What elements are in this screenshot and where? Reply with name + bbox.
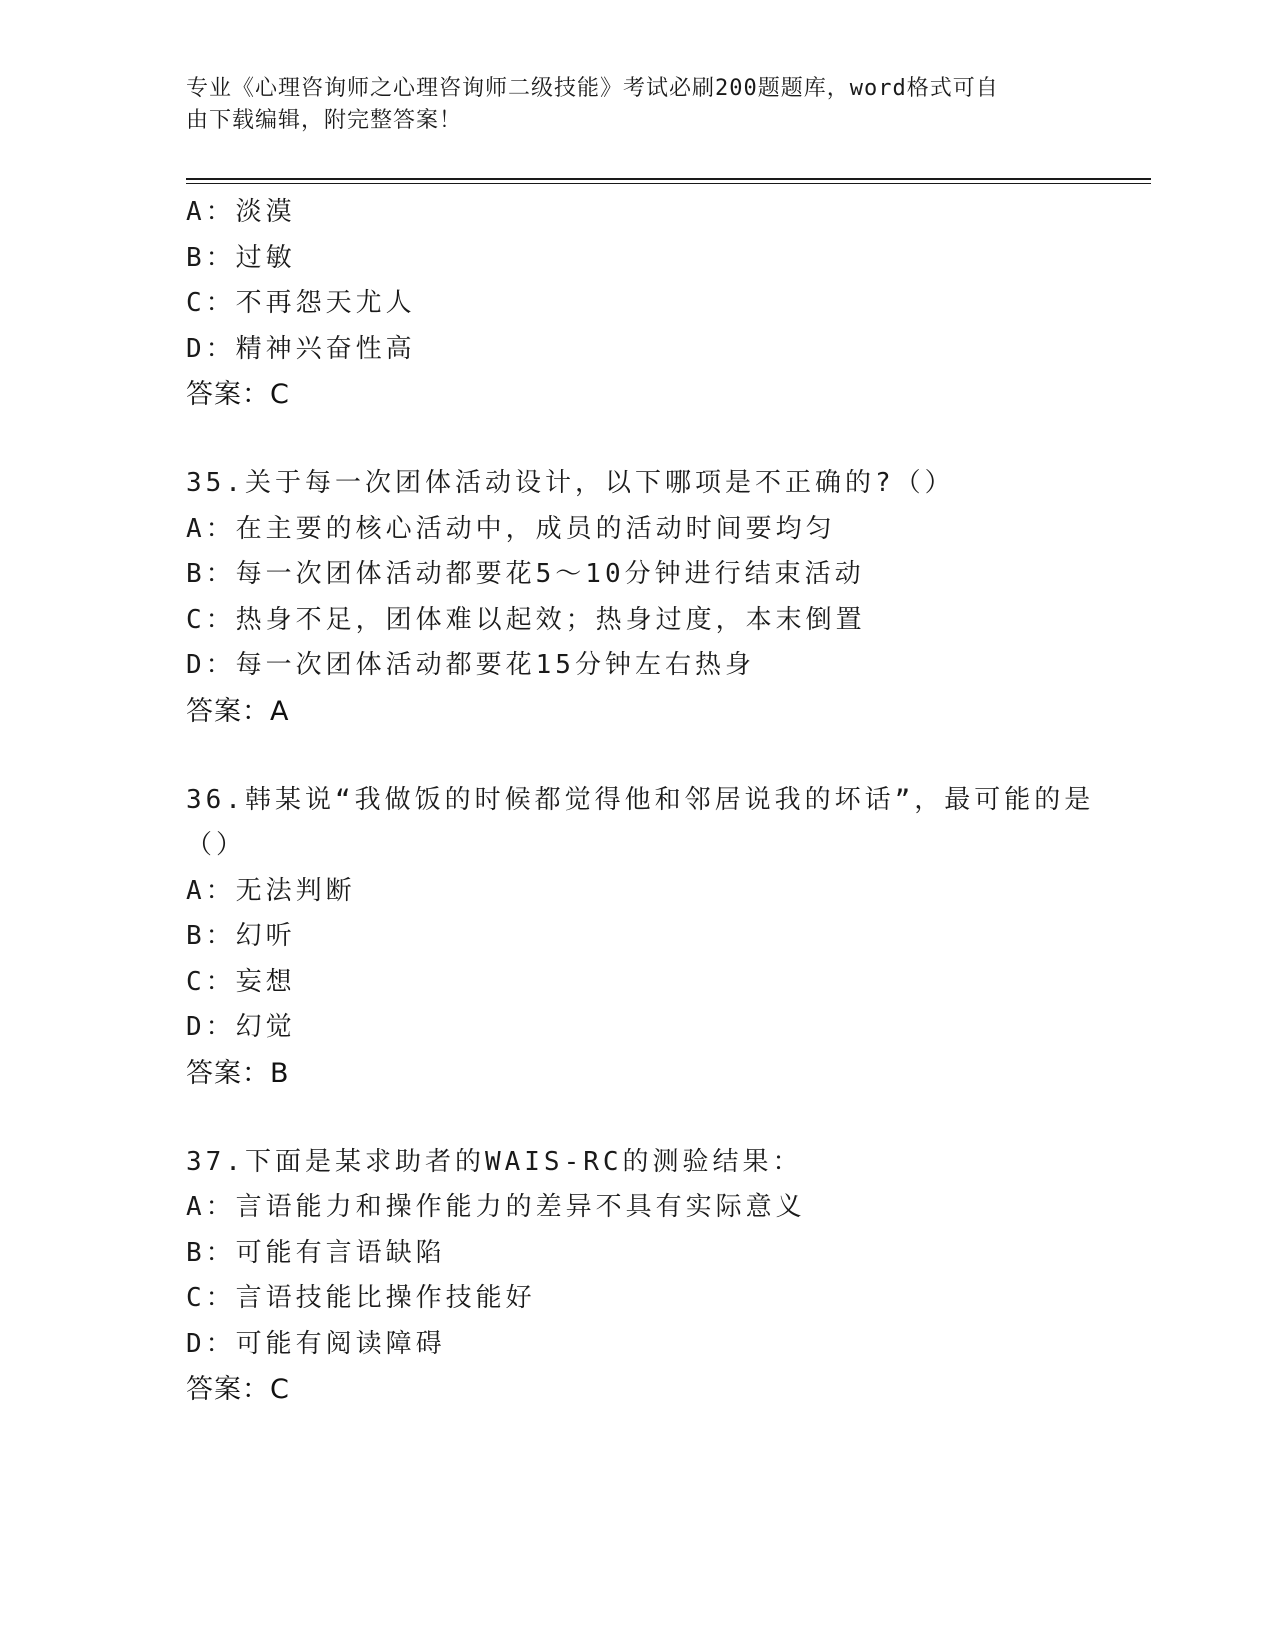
header-line-1: 专业《心理咨询师之心理咨询师二级技能》考试必刷200题题库，word格式可自 — [186, 76, 999, 101]
option-a: A：言语能力和操作能力的差异不具有实际意义 — [186, 1192, 806, 1222]
option-c: C：妄想 — [186, 966, 296, 997]
question-block — [186, 1140, 1086, 1414]
option-b: B：过敏 — [186, 242, 296, 273]
question-list — [186, 190, 1095, 1413]
answer-line: 答案：B — [186, 1057, 290, 1089]
option-d: D：可能有阅读障碍 — [186, 1328, 446, 1359]
question-block — [186, 461, 1086, 735]
answer-line: 答案：C — [186, 379, 290, 410]
option-d: D：幻觉 — [186, 1012, 296, 1042]
option-b: B：可能有言语缺陷 — [186, 1237, 446, 1268]
header-line-2: 由下载编辑，附完整答案！ — [186, 108, 463, 133]
option-b: B：每一次团体活动都要花5～10分钟进行结束活动 — [186, 559, 865, 589]
question-gap — [186, 1097, 1086, 1140]
question-stem: 36.韩某说“我做饭的时候都觉得他和邻居说我的坏话”，最可能的是 — [186, 784, 1095, 815]
answer-line: 答案：C — [186, 1374, 290, 1405]
header-rule-thick — [186, 178, 1151, 180]
answer-line: 答案：A — [186, 695, 290, 727]
option-a: A：在主要的核心活动中，成员的活动时间要均匀 — [186, 513, 836, 544]
option-a: A：无法判断 — [186, 875, 356, 906]
question-stem: 37.下面是某求助者的WAIS-RC的测验结果： — [186, 1146, 803, 1177]
option-c: C：热身不足，团体难以起效；热身过度，本末倒置 — [186, 604, 866, 635]
option-d: D：每一次团体活动都要花15分钟左右热身 — [186, 650, 755, 680]
question-stem: 35.关于每一次团体活动设计，以下哪项是不正确的?（） — [186, 468, 955, 498]
question-block — [186, 778, 1095, 1097]
header-rule-thin — [186, 183, 1151, 184]
option-a: A：淡漠 — [186, 197, 296, 227]
question-gap — [186, 735, 1086, 778]
question-block — [186, 190, 1086, 418]
question-gap — [186, 418, 1086, 461]
question-stem-continuation: （） — [186, 830, 247, 860]
option-c: C：言语技能比操作技能好 — [186, 1283, 536, 1313]
option-b: B：幻听 — [186, 921, 296, 951]
option-d: D：精神兴奋性高 — [186, 333, 416, 364]
document-header — [186, 73, 1066, 137]
option-c: C：不再怨天尤人 — [186, 288, 416, 318]
